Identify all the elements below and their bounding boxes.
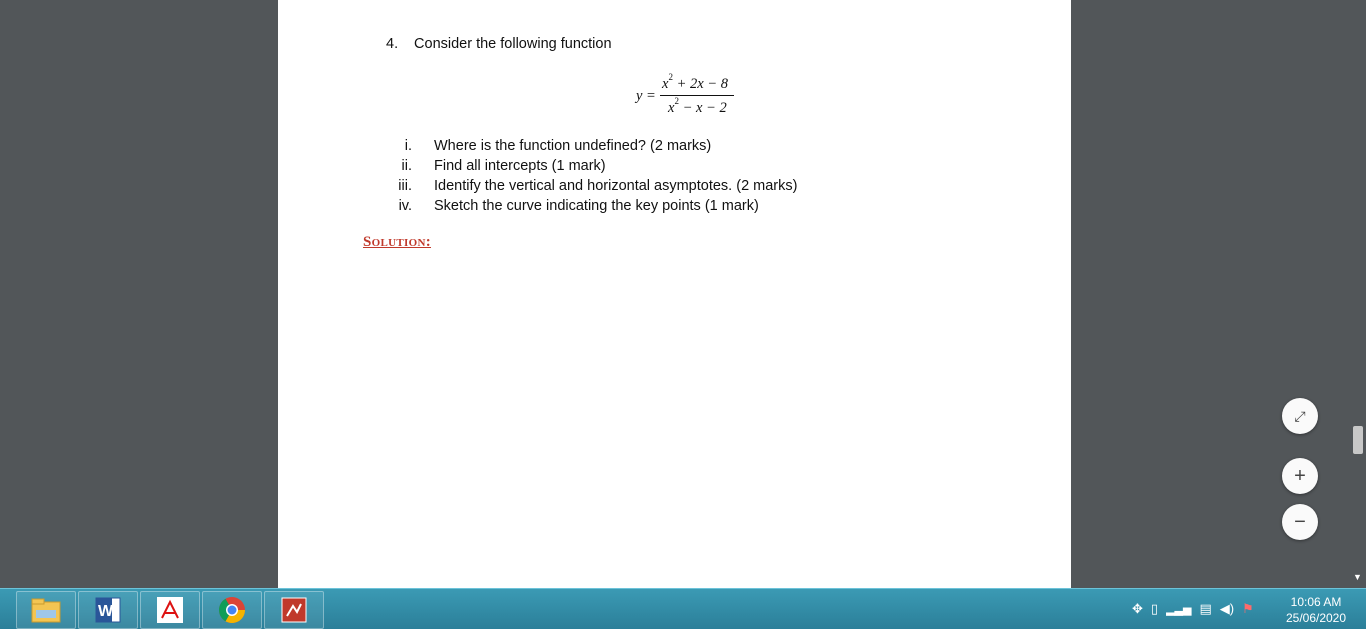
part-text: Where is the function undefined? (2 marks) [434,138,712,154]
volume-icon[interactable]: ◀) [1219,601,1235,616]
system-clock[interactable] [1276,594,1356,626]
list-item [378,196,797,216]
part-numeral: ii. [401,158,412,174]
minus-icon: − [1294,510,1306,533]
plus-icon: + [1294,464,1306,487]
scroll-down-arrow-icon[interactable]: ▼ [1353,572,1362,582]
list-item [378,156,797,176]
flag-icon[interactable]: ⚑ [1242,601,1254,616]
equation-numerator [662,74,728,93]
acrobat-icon [154,596,186,624]
clock-date: 25/06/2020 [1285,611,1347,625]
clock-time: 10:06 AM [1290,595,1342,609]
equation-denominator [668,98,727,117]
taskbar-chrome[interactable] [202,591,262,629]
numerator-rest: + 2x − 8 [672,75,728,92]
list-item [378,176,797,196]
zoom-out-button[interactable] [1282,504,1318,540]
numerator-exponent: 2 [668,72,673,82]
zoom-in-button[interactable] [1282,458,1318,494]
system-tray [1132,597,1254,621]
question-text: Consider the following function [414,36,612,52]
part-text: Sketch the curve indicating the key points (1 mark) [434,198,759,214]
solution-heading: Solution: [363,234,431,250]
document-page [278,0,1071,588]
list-item [378,136,797,156]
action-center-icon[interactable]: ▤ [1199,601,1212,616]
denominator-base: x [668,99,675,116]
taskbar-file-explorer[interactable] [16,591,76,629]
chrome-icon [217,595,247,625]
scrollbar-thumb[interactable] [1353,426,1363,454]
part-text: Identify the vertical and horizontal asymptotes. (2 marks) [434,178,798,194]
pdf-viewer-icon [279,596,309,624]
taskbar-acrobat[interactable] [140,591,200,629]
fit-page-button[interactable] [1282,398,1318,434]
part-numeral: iv. [398,198,412,214]
word-letter: W [98,603,114,620]
question-number: 4. [386,36,399,52]
denominator-exponent: 2 [674,96,679,106]
device-icon[interactable]: ▯ [1150,601,1159,616]
part-numeral: i. [404,138,412,154]
part-text: Find all intercepts (1 mark) [434,158,606,174]
dropbox-icon[interactable]: ✥ [1132,601,1143,616]
fraction-bar [660,95,734,96]
taskbar-pdf-viewer[interactable] [264,591,324,629]
numerator-base: x [662,75,669,92]
taskbar-word[interactable] [78,591,138,629]
network-signal-icon[interactable]: ▂▃▅ [1166,603,1192,616]
question-heading [386,36,612,52]
word-icon [92,596,124,624]
vertical-scrollbar[interactable] [1350,0,1366,588]
function-equation [636,72,776,120]
part-numeral: iii. [398,178,412,194]
file-explorer-icon [30,596,62,624]
fit-page-icon: ⤢ [1294,407,1306,424]
taskbar [0,588,1366,629]
equation-lhs: y = [636,88,656,104]
question-parts [378,136,797,216]
denominator-rest: − x − 2 [678,99,727,116]
